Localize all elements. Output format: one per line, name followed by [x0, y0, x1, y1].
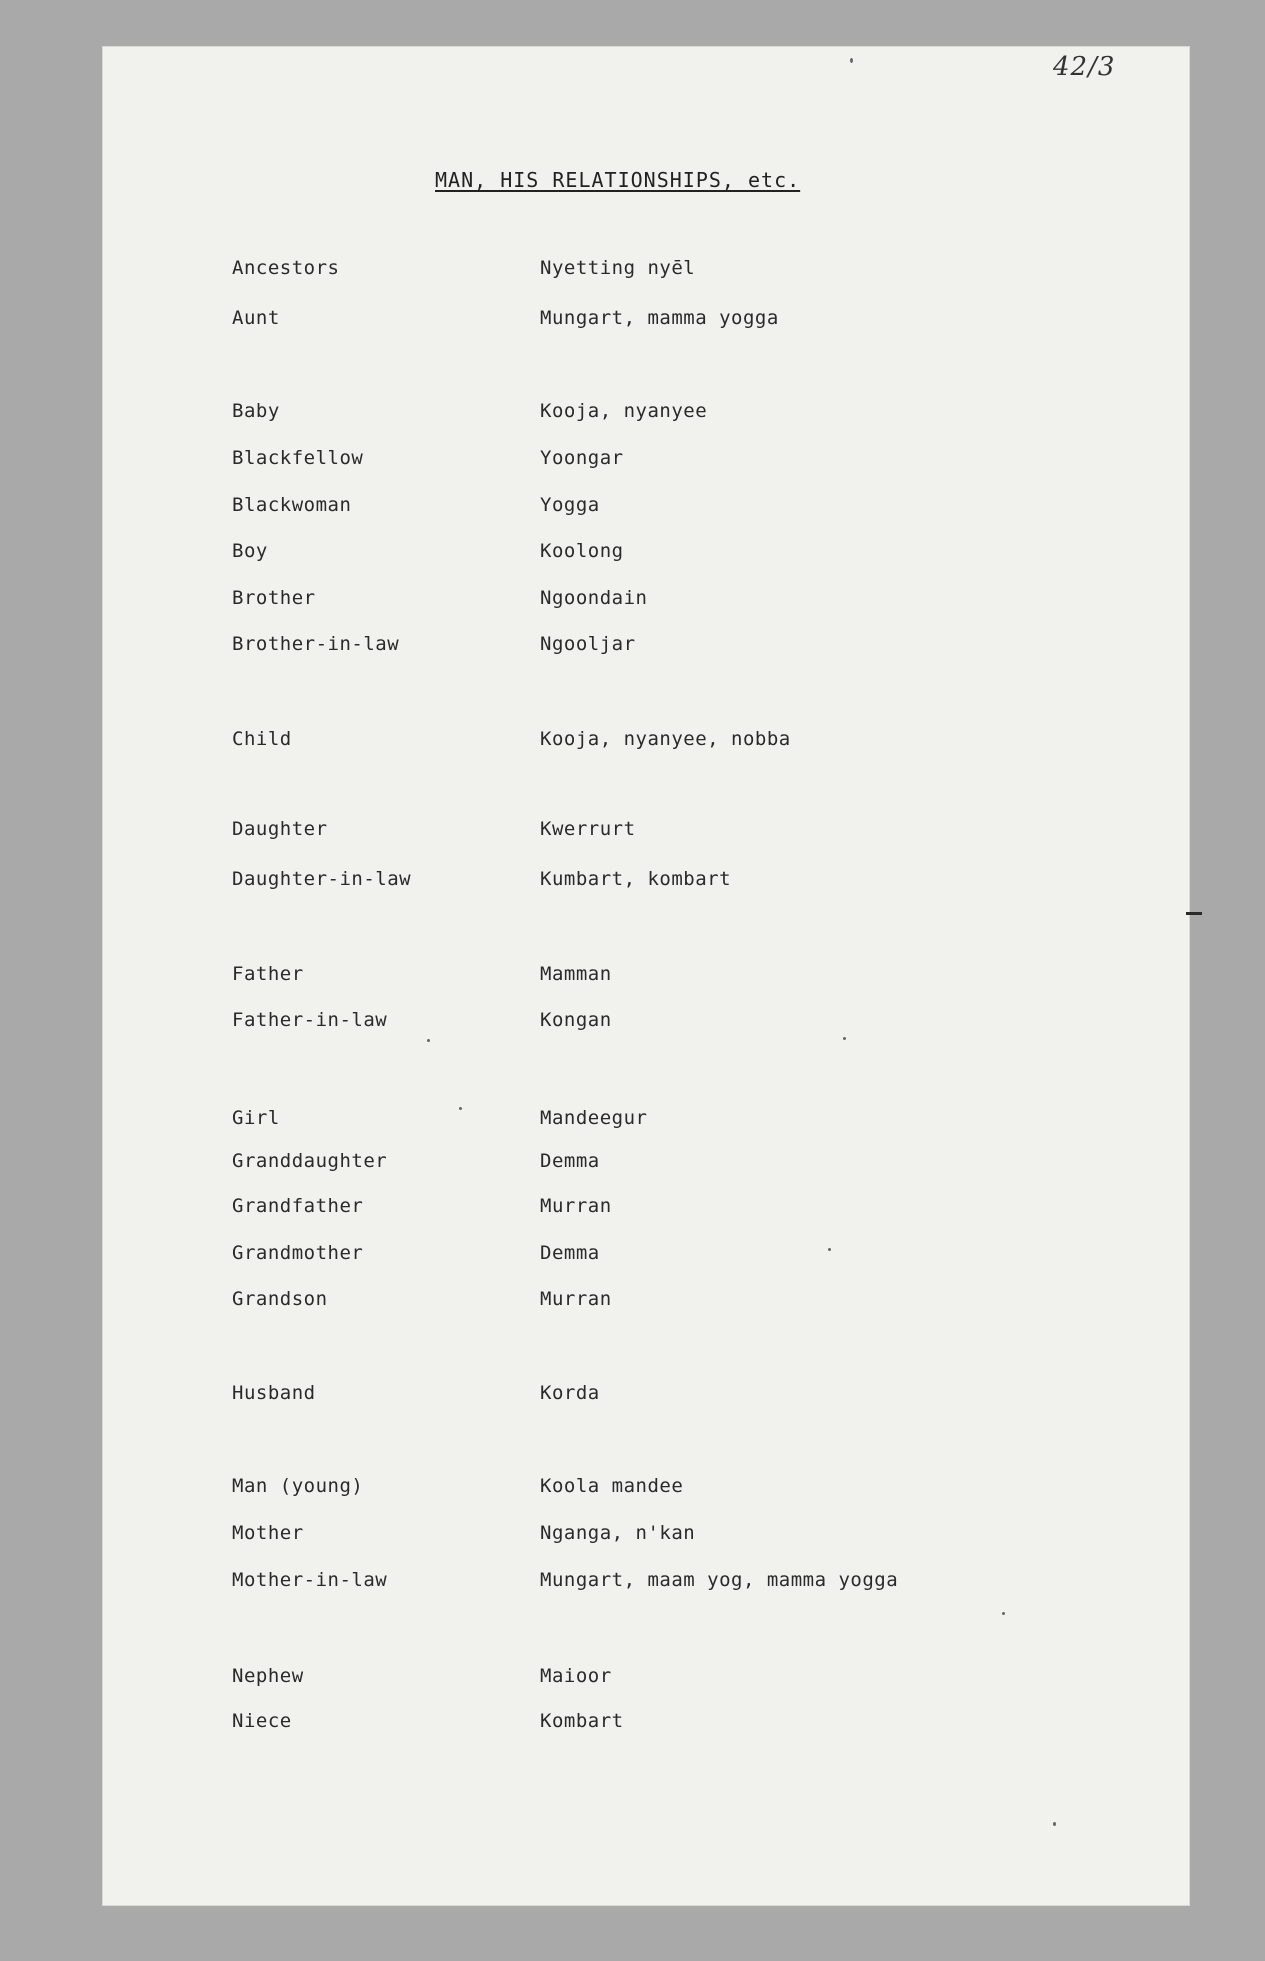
entry-row: [0, 587, 1265, 617]
entry-row: [0, 963, 1265, 993]
entry-translation: Yoongar: [540, 447, 624, 469]
scan-speck: [828, 1248, 831, 1251]
entry-translation: Nyetting nyēl: [540, 257, 696, 279]
entry-row: [0, 1710, 1265, 1740]
entry-translation: Kooja, nyanyee: [540, 400, 708, 422]
entry-term: Boy: [232, 540, 268, 562]
page-number: 42/3: [1053, 52, 1116, 82]
entry-row: [0, 1569, 1265, 1599]
entry-translation: Kumbart, kombart: [540, 868, 732, 890]
entry-row: [0, 1009, 1265, 1039]
entry-term: Blackfellow: [232, 447, 364, 469]
entry-translation: Kooja, nyanyee, nobba: [540, 728, 791, 750]
entry-term: Child: [232, 728, 292, 750]
entry-translation: Maioor: [540, 1665, 612, 1687]
entry-term: Grandson: [232, 1288, 328, 1310]
entry-row: [0, 818, 1265, 848]
entry-translation: Demma: [540, 1150, 600, 1172]
entry-row: [0, 1665, 1265, 1695]
entry-term: Granddaughter: [232, 1150, 388, 1172]
entry-term: Brother-in-law: [232, 633, 400, 655]
document-title: MAN, HIS RELATIONSHIPS, etc.: [435, 168, 801, 192]
scan-speck: [843, 1037, 846, 1040]
entry-row: [0, 1195, 1265, 1225]
entry-translation: Nganga, n'kan: [540, 1522, 696, 1544]
entry-translation: Mungart, mamma yogga: [540, 307, 779, 329]
entry-term: Father-in-law: [232, 1009, 388, 1031]
entry-term: Grandfather: [232, 1195, 364, 1217]
entry-term: Girl: [232, 1107, 280, 1129]
entry-translation: Kongan: [540, 1009, 612, 1031]
scan-speck: [459, 1107, 462, 1110]
entry-translation: Koolong: [540, 540, 624, 562]
scan-speck: [1002, 1612, 1005, 1615]
entry-translation: Mamman: [540, 963, 612, 985]
entry-row: [0, 1522, 1265, 1552]
entry-translation: Murran: [540, 1195, 612, 1217]
entry-term: Husband: [232, 1382, 316, 1404]
entry-term: Mother-in-law: [232, 1569, 388, 1591]
entry-translation: Mungart, maam yog, mamma yogga: [540, 1569, 899, 1591]
scan-speck: [1053, 1822, 1056, 1826]
entry-term: Aunt: [232, 307, 280, 329]
entry-row: [0, 1107, 1265, 1137]
entry-row: [0, 494, 1265, 524]
entry-term: Blackwoman: [232, 494, 352, 516]
entry-translation: Murran: [540, 1288, 612, 1310]
entry-row: [0, 868, 1265, 898]
entry-term: Mother: [232, 1522, 304, 1544]
entry-term: Man (young): [232, 1475, 364, 1497]
entry-translation: Ngoondain: [540, 587, 648, 609]
entry-row: [0, 447, 1265, 477]
entry-term: Niece: [232, 1710, 292, 1732]
scan-speck: [427, 1039, 430, 1042]
entry-row: [0, 633, 1265, 663]
entry-term: Daughter-in-law: [232, 868, 412, 890]
entry-term: Baby: [232, 400, 280, 422]
entry-row: [0, 1475, 1265, 1505]
entry-row: [0, 400, 1265, 430]
entry-translation: Mandeegur: [540, 1107, 648, 1129]
entry-row: [0, 1288, 1265, 1318]
entry-term: Grandmother: [232, 1242, 364, 1264]
entry-translation: Yogga: [540, 494, 600, 516]
entry-term: Father: [232, 963, 304, 985]
entry-translation: Korda: [540, 1382, 600, 1404]
margin-mark: [1186, 912, 1202, 915]
entry-translation: Demma: [540, 1242, 600, 1264]
entry-row: [0, 1242, 1265, 1272]
entry-translation: Kombart: [540, 1710, 624, 1732]
entry-row: [0, 257, 1265, 287]
entry-translation: Koola mandee: [540, 1475, 684, 1497]
entry-row: [0, 1382, 1265, 1412]
entry-row: [0, 307, 1265, 337]
entry-row: [0, 728, 1265, 758]
entry-translation: Ngooljar: [540, 633, 636, 655]
entry-term: Daughter: [232, 818, 328, 840]
scan-speck: [850, 58, 853, 63]
entry-row: [0, 540, 1265, 570]
entry-row: [0, 1150, 1265, 1180]
entry-term: Brother: [232, 587, 316, 609]
entry-term: Ancestors: [232, 257, 340, 279]
entry-term: Nephew: [232, 1665, 304, 1687]
entry-translation: Kwerrurt: [540, 818, 636, 840]
